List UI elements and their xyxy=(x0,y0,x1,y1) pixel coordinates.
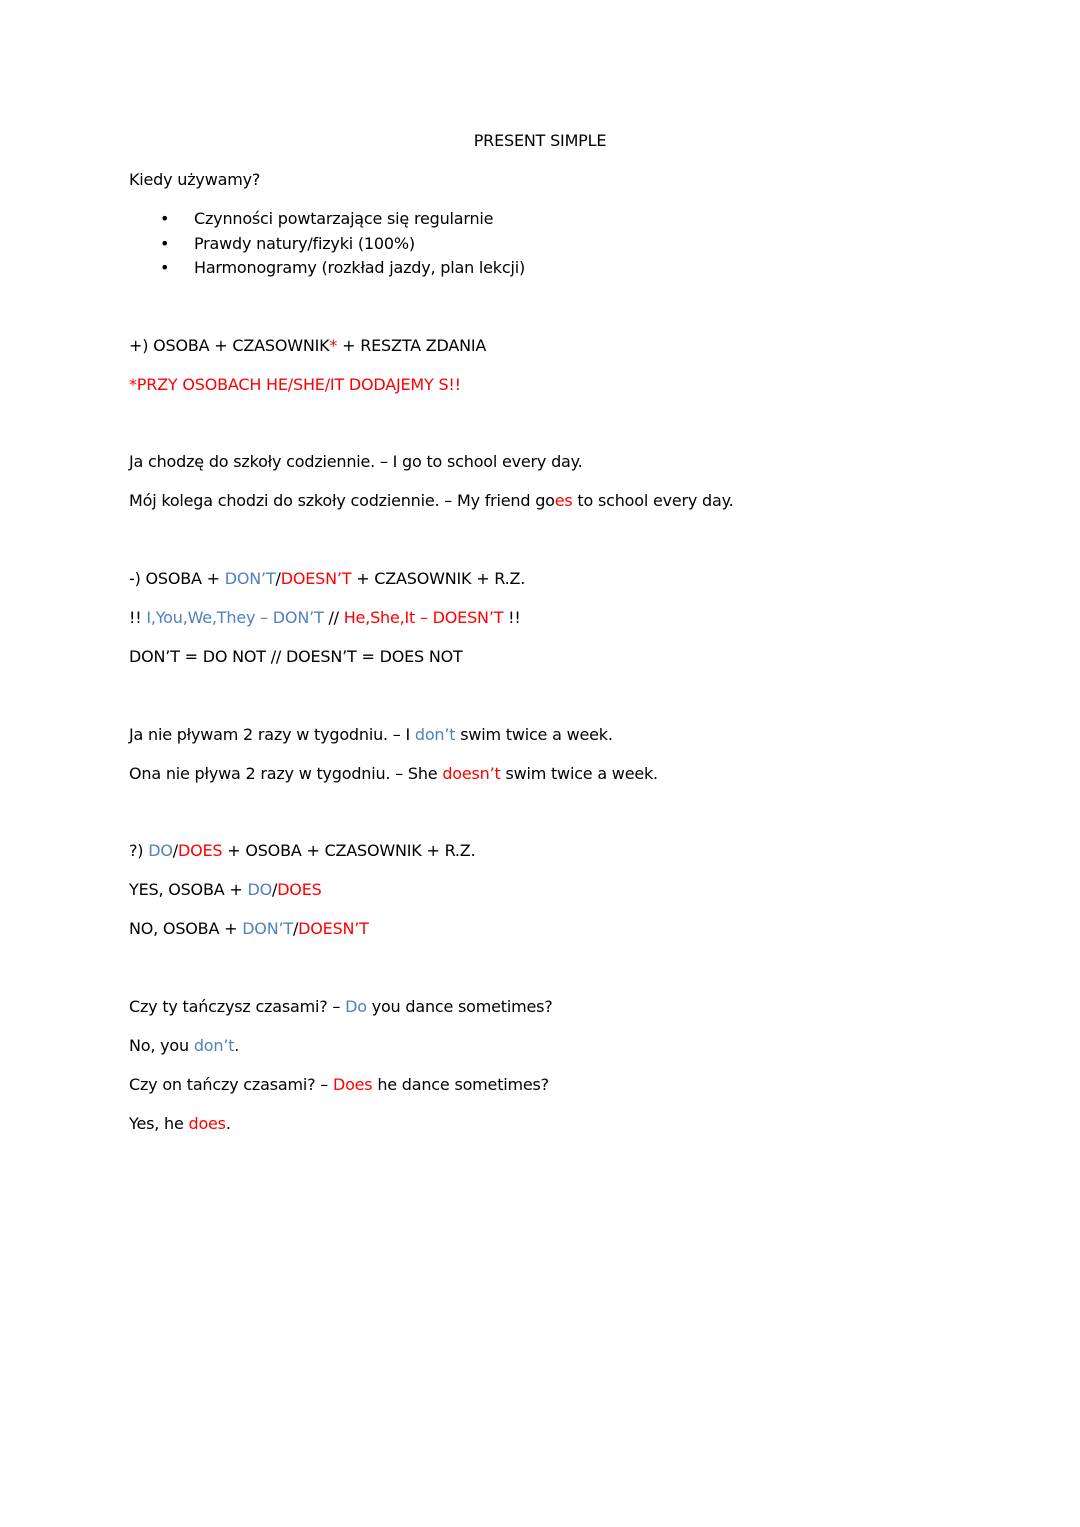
rule-separator: // xyxy=(323,608,344,627)
negative-example-1 xyxy=(129,725,613,745)
do-highlight: Do xyxy=(345,997,367,1016)
affirmative-formula xyxy=(129,336,486,356)
rule-third-person: He,She,It – DOESN’T xyxy=(343,608,504,627)
question-formula xyxy=(129,841,475,861)
does-highlight: does xyxy=(188,1114,226,1133)
short-answer-yes xyxy=(129,880,322,900)
example-text: . xyxy=(234,1036,240,1055)
example-text: you dance sometimes? xyxy=(366,997,553,1016)
rule-marks: !! xyxy=(129,608,147,627)
example-text: No, you xyxy=(129,1036,194,1055)
slash: / xyxy=(271,880,278,899)
list-item-text: Czynności powtarzające się regularnie xyxy=(194,209,494,228)
example-text: Ja nie pływam 2 razy w tygodniu. – I xyxy=(129,725,415,744)
negative-expansion: DON’T = DO NOT // DOESN’T = DOES NOT xyxy=(129,647,463,666)
formula-text: -) OSOBA + xyxy=(129,569,225,588)
example-text: to school every day. xyxy=(572,491,734,510)
slash: / xyxy=(172,841,178,860)
negative-example-2 xyxy=(129,764,658,784)
answer-text: NO, OSOBA + xyxy=(129,919,243,938)
doesnt-keyword: DOESN’T xyxy=(280,569,352,588)
doesnt-keyword: DOESN’T xyxy=(298,919,369,938)
dont-highlight: don’t xyxy=(193,1036,235,1055)
page-title: PRESENT SIMPLE xyxy=(473,131,607,150)
dont-highlight: don’t xyxy=(414,725,456,744)
example-text: Ona nie pływa 2 razy w tygodniu. – She xyxy=(129,764,443,783)
question-example-1 xyxy=(129,997,553,1017)
es-ending: es xyxy=(554,491,573,510)
asterisk-mark: * xyxy=(329,336,338,355)
does-keyword: DOES xyxy=(177,841,223,860)
list-item-text: Harmonogramy (rozkład jazdy, plan lekcji) xyxy=(194,258,525,277)
negative-formula xyxy=(129,569,525,589)
does-highlight: Does xyxy=(332,1075,373,1094)
bullet-icon: • xyxy=(160,233,170,253)
example-text: swim twice a week. xyxy=(455,725,613,744)
example-text: Czy ty tańczysz czasami? – xyxy=(129,997,346,1016)
example-text: Mój kolega chodzi do szkoły codziennie. – My friend go xyxy=(129,491,555,510)
affirmative-example-1: Ja chodzę do szkoły codziennie. – I go to school every day. xyxy=(129,452,583,471)
do-keyword: DO xyxy=(247,880,272,899)
short-answer-no xyxy=(129,919,369,939)
question-example-3 xyxy=(129,1075,549,1095)
usage-question: Kiedy używamy? xyxy=(129,170,261,189)
dont-keyword: DON’T xyxy=(224,569,276,588)
question-example-4 xyxy=(129,1114,231,1134)
affirmative-note: *PRZY OSOBACH HE/SHE/IT DODAJEMY S!! xyxy=(129,375,461,394)
negative-rule xyxy=(129,608,521,628)
rule-marks: !! xyxy=(503,608,521,627)
example-text: he dance sometimes? xyxy=(372,1075,549,1094)
formula-text: +) OSOBA + CZASOWNIK xyxy=(129,336,330,355)
formula-text: + OSOBA + CZASOWNIK + R.Z. xyxy=(222,841,476,860)
bullet-icon: • xyxy=(160,258,170,277)
formula-text: ?) xyxy=(129,841,149,860)
formula-text: + RESZTA ZDANIA xyxy=(337,336,487,355)
example-text: . xyxy=(225,1114,231,1133)
affirmative-example-2 xyxy=(129,491,734,511)
does-keyword: DOES xyxy=(277,880,322,899)
list-item-text: Prawdy natury/fizyki (100%) xyxy=(194,233,415,253)
example-text: swim twice a week. xyxy=(500,764,658,783)
answer-text: YES, OSOBA + xyxy=(129,880,248,899)
bullet-icon: • xyxy=(160,209,170,228)
dont-keyword: DON’T xyxy=(242,919,293,938)
example-text: Yes, he xyxy=(129,1114,189,1133)
rule-plural: I,You,We,They – DON’T xyxy=(146,608,324,627)
slash: / xyxy=(275,569,281,588)
slash: / xyxy=(292,919,299,938)
formula-text: + CZASOWNIK + R.Z. xyxy=(351,569,526,588)
doesnt-highlight: doesn’t xyxy=(442,764,501,783)
question-example-2 xyxy=(129,1036,239,1056)
example-text: Czy on tańczy czasami? – xyxy=(129,1075,333,1094)
do-keyword: DO xyxy=(148,841,173,860)
